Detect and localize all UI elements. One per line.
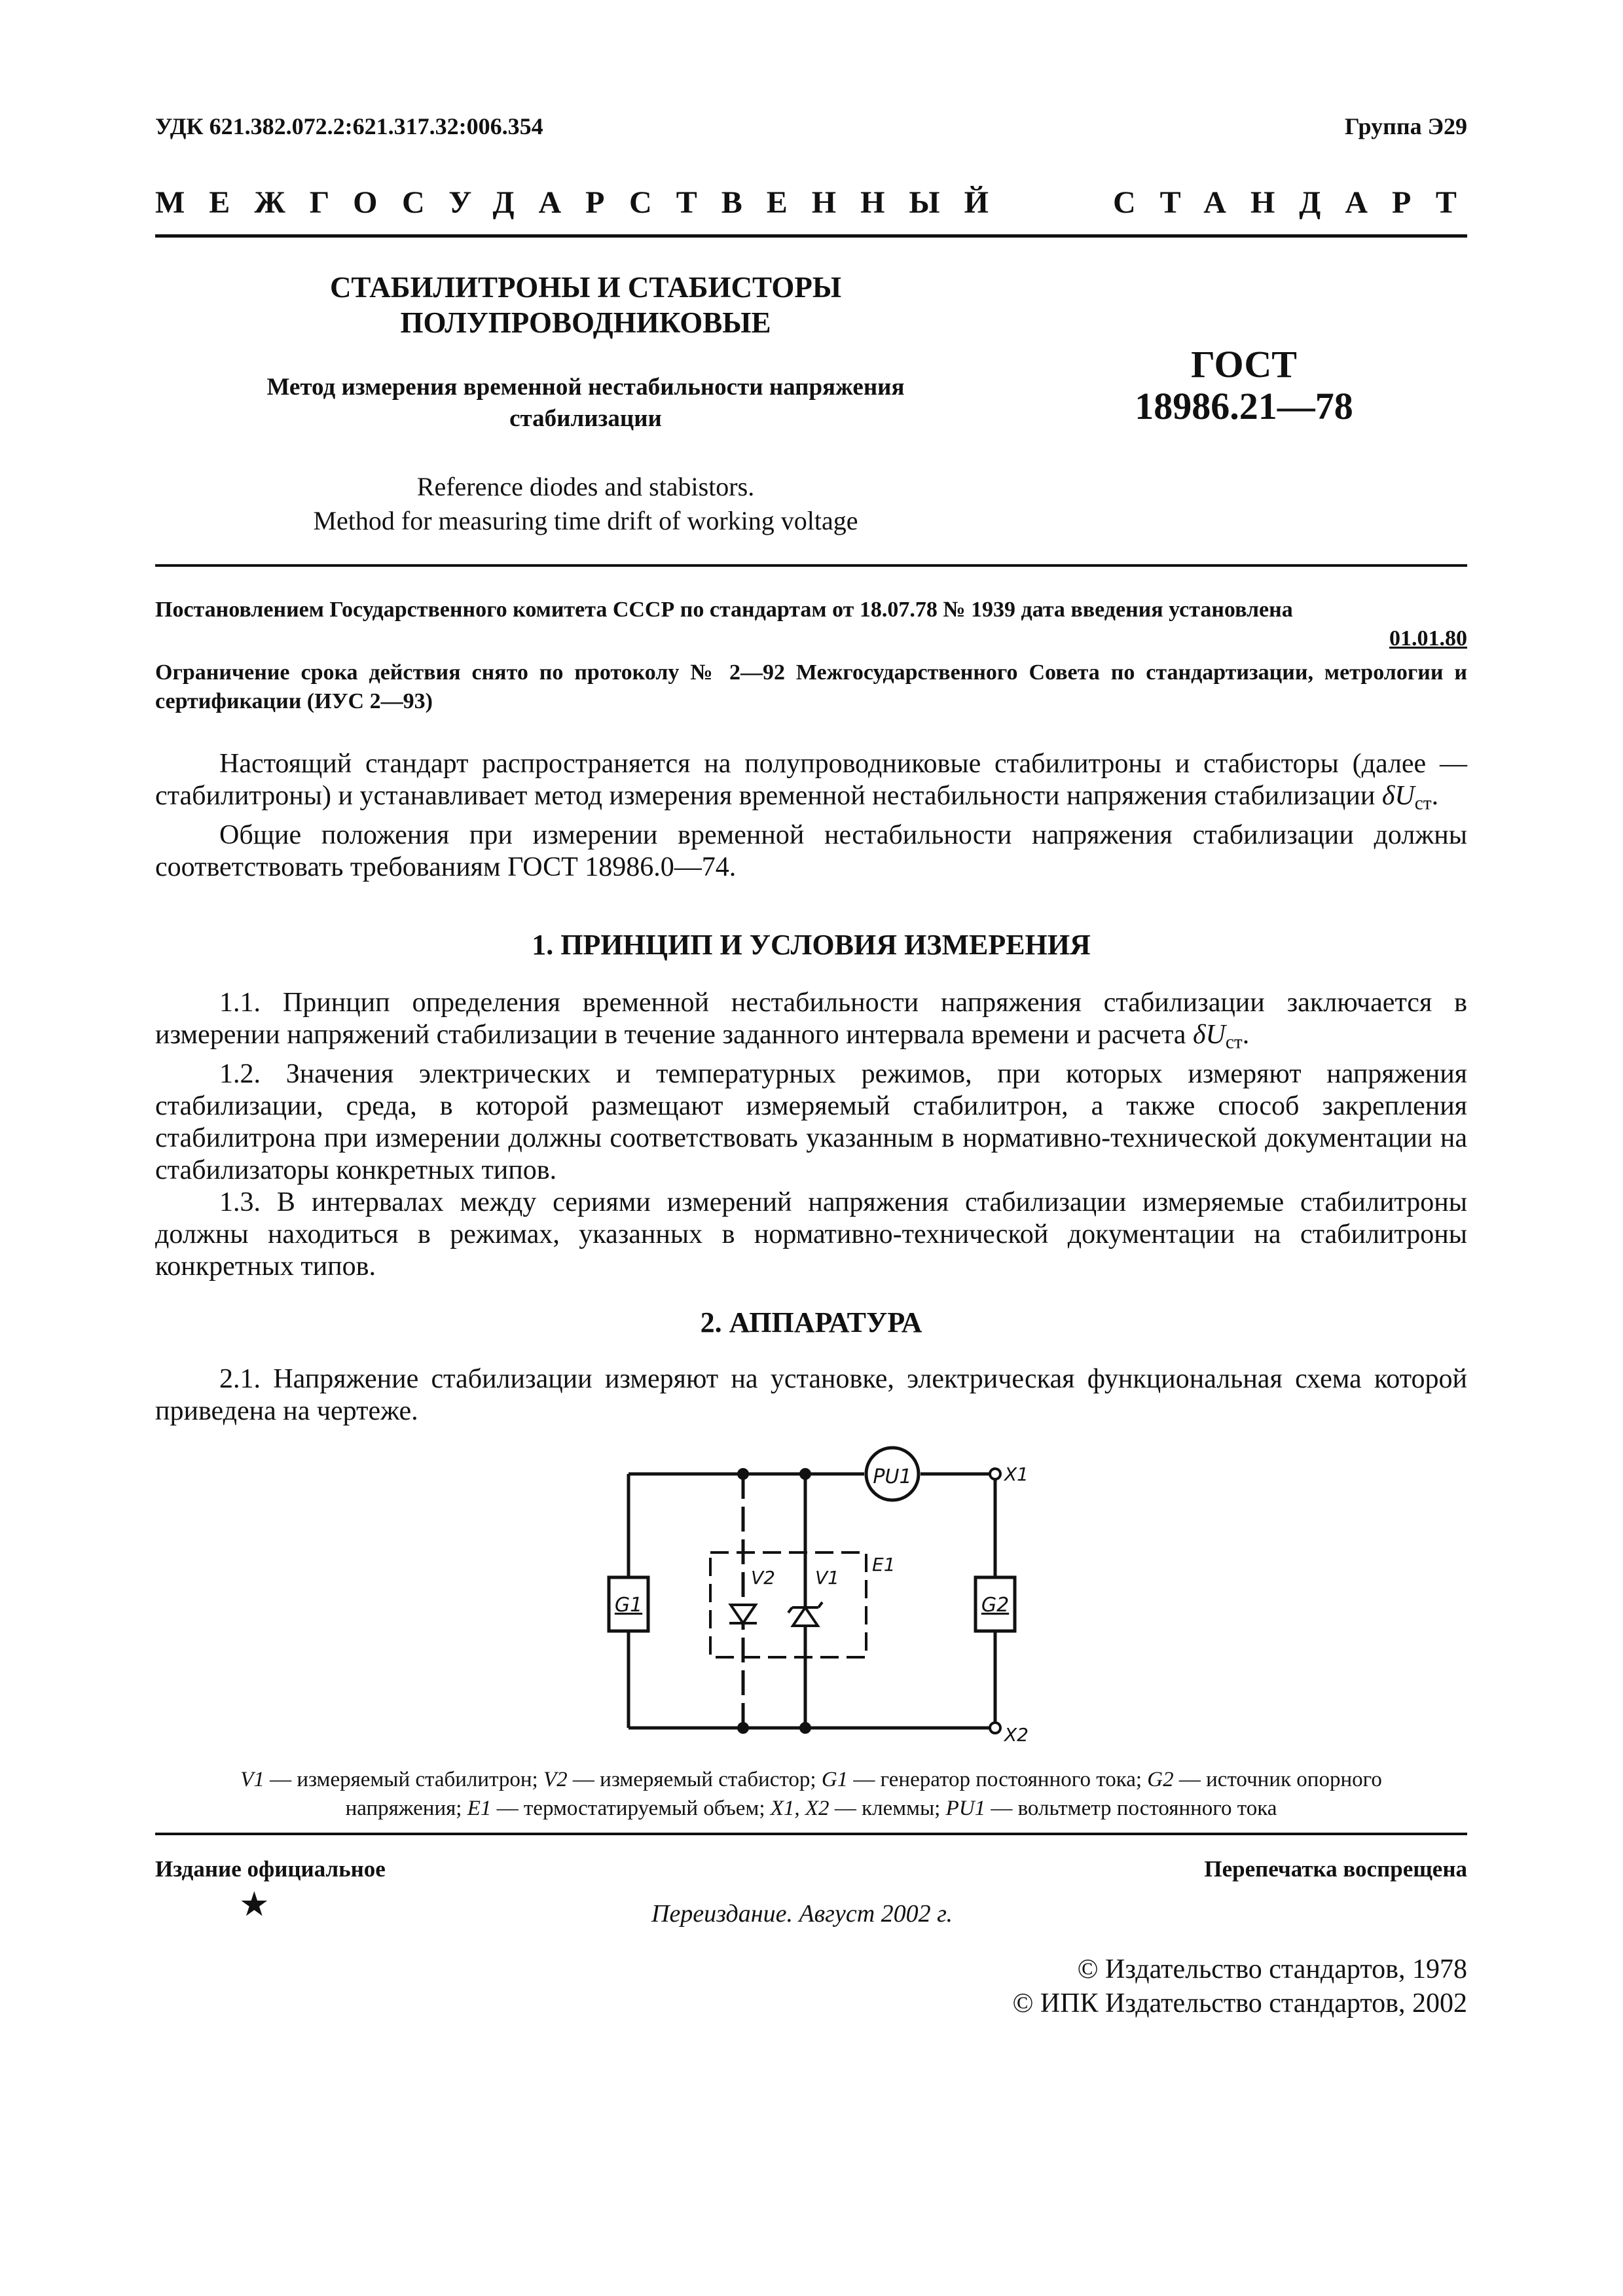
intro-paragraph-1: Настоящий стандарт распространяется на полупроводниковые стабилитроны и стабисторы (далее — стабилитроны) и устанавливает метод измерения временной нестабильности напряжения стабилизации $\delta U_{ст}$. <box>155 749 1467 814</box>
title-line-1: СТАБИЛИТРОНЫ И СТАБИСТОРЫ <box>329 271 842 304</box>
banner-standard: СТАНДАРТ <box>1113 185 1481 220</box>
intro-paragraph-2: Общие положения при измерении временной нестабильности напряжения стабилизации должны соответствовать требованиям ГОСТ 18986.0—74. <box>155 820 1467 883</box>
junction-dot <box>799 1722 811 1734</box>
title-block <box>155 270 1016 340</box>
copyright-1978: © Издательство стандартов, 1978 <box>1077 1954 1467 1984</box>
gost-designation <box>1113 344 1375 427</box>
section-2-body <box>155 1363 1467 1427</box>
intro-text <box>155 748 1467 884</box>
junction-dot <box>737 1468 749 1480</box>
clause-1-1: 1.1. Принцип определения временной нестабильности напряжения стабилизации заключается в измерении напряжений стабилизации в течение заданного интервала времени и расчета $\delta U_{ст}$. <box>155 988 1467 1053</box>
section-1-body <box>155 987 1467 1283</box>
english-title <box>155 470 1016 538</box>
banner-rule <box>155 234 1467 238</box>
gost-label: ГОСТ <box>1191 343 1297 386</box>
v1-label: V1 <box>815 1567 839 1588</box>
effective-date: 01.01.80 <box>1389 626 1467 651</box>
x1-label: X1 <box>1004 1463 1029 1485</box>
restriction-text: Ограничение срока действия снято по протоколу № 2—92 Межгосударственного Совета по стандартизации, метрологии и сертификации (ИУС 2—93) <box>155 660 1467 713</box>
clause-2-1: 2.1. Напряжение стабилизации измеряют на установке, электрическая функциональная схема которой приведена на чертеже. <box>155 1364 1467 1426</box>
junction-dot <box>737 1722 749 1734</box>
english-line-2: Method for measuring time drift of working voltage <box>313 506 858 535</box>
clause-1-3: 1.3. В интервалах между сериями измерений напряжения стабилизации измеряемые стабилитроны должны находиться в режимах, указанных в нормативно-технической документации на стабилитроны конкретных типов. <box>155 1187 1467 1282</box>
method-line-2: стабилизации <box>509 405 662 432</box>
decree-text <box>155 596 1467 716</box>
title-line-2: ПОЛУПРОВОДНИКОВЫЕ <box>400 306 771 339</box>
pu1-label: PU1 <box>873 1465 912 1488</box>
terminal-x2 <box>990 1723 1000 1733</box>
x2-label: X2 <box>1004 1724 1029 1746</box>
star-icon: ★ <box>239 1885 270 1924</box>
section-2-heading: 2. АППАРАТУРА <box>700 1306 922 1338</box>
e1-label: E1 <box>872 1554 896 1575</box>
decree-line-1: Постановлением Государственного комитета СССР по стандартам от 18.07.78 № 1939 дата введения установлена <box>155 598 1293 622</box>
g1-label: G1 <box>614 1594 643 1617</box>
banner-interstate: МЕЖГОСУДАРСТВЕННЫЙ <box>155 185 1013 220</box>
caption-line-2: напряжения; E1 — термостатируемый объем; X1, X2 — клеммы; PU1 — вольтметр постоянного тока <box>345 1797 1277 1820</box>
g2-label: G2 <box>981 1594 1010 1617</box>
group-code: Группа Э29 <box>1344 113 1467 139</box>
diode-v1 <box>793 1607 818 1626</box>
copyright-2002: © ИПК Издательство стандартов, 2002 <box>1012 1988 1467 2018</box>
junction-dot <box>799 1468 811 1480</box>
circuit-diagram <box>589 1437 1061 1751</box>
clause-1-2: 1.2. Значения электрических и температурных режимов, при которых измеряют напряжения стабилизации, среда, в которой размещают измеряемый стабилитрон, а также способ закрепления стабилитрона при измерении должны соответствовать указанным в нормативно-технической документации на стабилизаторы конкретных типов. <box>155 1059 1467 1186</box>
caption-line-1: V1 — измеряемый стабилитрон; V2 — измеряемый стабистор; G1 — генератор постоянного тока; G2 — источник опорного <box>240 1768 1382 1791</box>
diagram-caption <box>155 1765 1467 1823</box>
terminal-x1 <box>990 1469 1000 1479</box>
english-line-1: Reference diodes and stabistors. <box>416 472 755 501</box>
gost-number: 18986.21—78 <box>1135 385 1353 427</box>
method-title <box>155 372 1016 435</box>
footer-rule <box>155 1833 1467 1835</box>
v2-label: V2 <box>751 1567 775 1588</box>
reissue-note: Переиздание. Август 2002 г. <box>651 1900 953 1928</box>
diode-v2 <box>731 1605 756 1623</box>
section-1-heading: 1. ПРИНЦИП И УСЛОВИЯ ИЗМЕРЕНИЯ <box>532 929 1091 961</box>
reprint-prohibited: Перепечатка воспрещена <box>1204 1856 1467 1882</box>
official-edition: Издание официальное <box>155 1856 386 1882</box>
method-line-1: Метод измерения временной нестабильности напряжения <box>266 374 905 401</box>
title-rule <box>155 564 1467 567</box>
udk-code: УДК 621.382.072.2:621.317.32:006.354 <box>155 113 543 139</box>
copyright-block <box>1012 1952 1467 2020</box>
